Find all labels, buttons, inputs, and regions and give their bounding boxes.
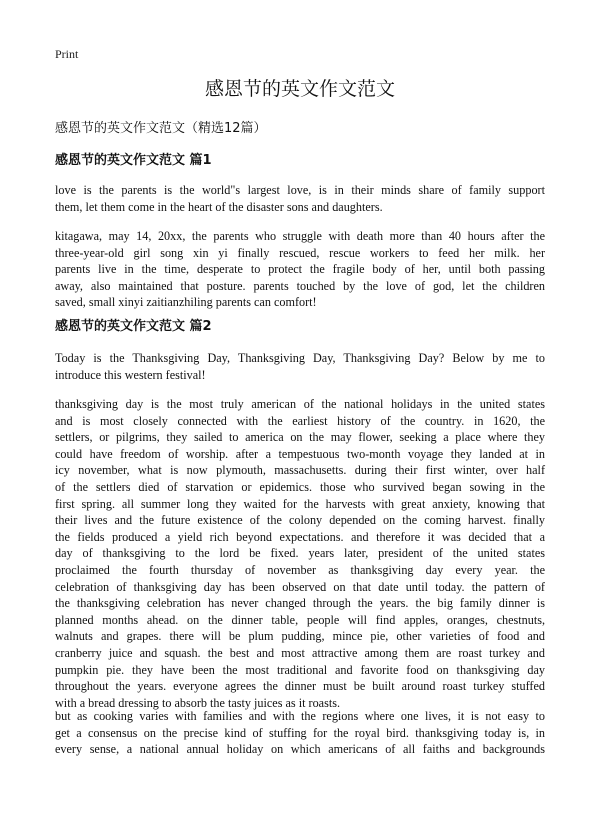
text-line: throughout the years. everyone agrees the dinner must be built around roast turkey stuffed xyxy=(55,679,545,694)
text-line: day of thanksgiving to the lord be fixed. years later, president of the united states xyxy=(55,546,545,561)
paragraph xyxy=(55,350,545,383)
text-line: pumpkin pie. they have been the most traditional and favorite food on thanksgiving day xyxy=(55,662,545,677)
text-line: saved, small xinyi zaitianzhiling parents can comfort! xyxy=(55,295,317,310)
text-line: icy november, what is now plymouth, massachusetts. during their first winter, over half xyxy=(55,463,545,478)
document-subtitle: 感恩节的英文作文范文（精选12篇） xyxy=(55,121,267,136)
paragraph xyxy=(55,708,545,758)
document-page xyxy=(55,0,545,828)
text-line: Today is the Thanksgiving Day, Thanksgiving Day, Thanksgiving Day? Below by me to xyxy=(55,351,545,365)
text-line: walnuts and grapes. there will be plum pudding, mince pie, other varieties of food and xyxy=(55,629,545,644)
text-line: first spring. all summer long they waited for the harvests with great anxiety, knowing that xyxy=(55,496,545,511)
text-line: with a bread dressing to absorb the tasty juices as it roasts. xyxy=(55,695,340,710)
text-line: celebration of thanksgiving day has been observed on that date until today. the pattern of xyxy=(55,579,545,594)
paragraph xyxy=(55,182,545,215)
text-line: thanksgiving day is the most truly american of the national holidays in the united states xyxy=(55,397,545,411)
text-line: kitagawa, may 14, 20xx, the parents who struggle with death more than 40 hours after the xyxy=(55,229,545,243)
text-line: could have freedom of worship. after a tempestuous two-month voyage they landed at in xyxy=(55,446,545,461)
text-line: parents live in the time, desperate to protect the fragile body of her, until both passing xyxy=(55,262,545,277)
text-line: get a consensus on the precise kind of stuffing for the royal bird. thanksgiving today is, in xyxy=(55,725,545,740)
text-line: away, also maintained that posture. parents touched by the love of god, let the children xyxy=(55,278,545,293)
page-title: 感恩节的英文作文范文 xyxy=(204,78,395,100)
text-line: proclaimed the fourth thursday of november as thanksgiving day every year. the xyxy=(55,562,545,577)
text-line: love is the parents is the world"s largest love, is in their minds share of family support xyxy=(55,183,545,197)
text-line: but as cooking varies with families and with the regions where one lives, it is not easy to xyxy=(55,709,545,723)
text-line: the fields produced a yield rich beyond expectations. and therefore it was decided that a xyxy=(55,529,545,544)
text-line: planned months ahead. on the dinner table, people will find apples, oranges, chestnuts, xyxy=(55,612,545,627)
print-link[interactable]: Print xyxy=(55,47,79,61)
text-line: three-year-old girl song xin yi finally rescued, rescue workers to feed her milk. her xyxy=(55,245,545,260)
paragraph xyxy=(55,396,545,711)
paragraph xyxy=(55,228,545,311)
text-line: them, let them come in the heart of the disaster sons and daughters. xyxy=(55,199,383,214)
text-line: settlers, or pilgrims, they sailed to america on the may flower, seeking a place where they xyxy=(55,430,545,445)
text-line: introduce this western festival! xyxy=(55,367,206,382)
text-line: every sense, a national annual holiday on which americans of all faiths and backgrounds xyxy=(55,742,545,757)
text-line: their lives and the future existence of the colony depended on the coming harvest. finally xyxy=(55,513,545,528)
section-heading-2: 感恩节的英文作文范文 篇2 xyxy=(55,319,212,334)
text-line: of the settlers died of starvation or epidemics. those who survived began sowing in the xyxy=(55,479,545,494)
text-line: and is most closely connected with the earliest history of the country. in 1620, the xyxy=(55,413,545,428)
section-heading-1: 感恩节的英文作文范文 篇1 xyxy=(55,153,212,168)
text-line: cranberry juice and squash. the best and most attractive among them are roast turkey and xyxy=(55,645,545,660)
text-line: the thanksgiving celebration has never changed through the years. the big family dinner is xyxy=(55,596,545,611)
